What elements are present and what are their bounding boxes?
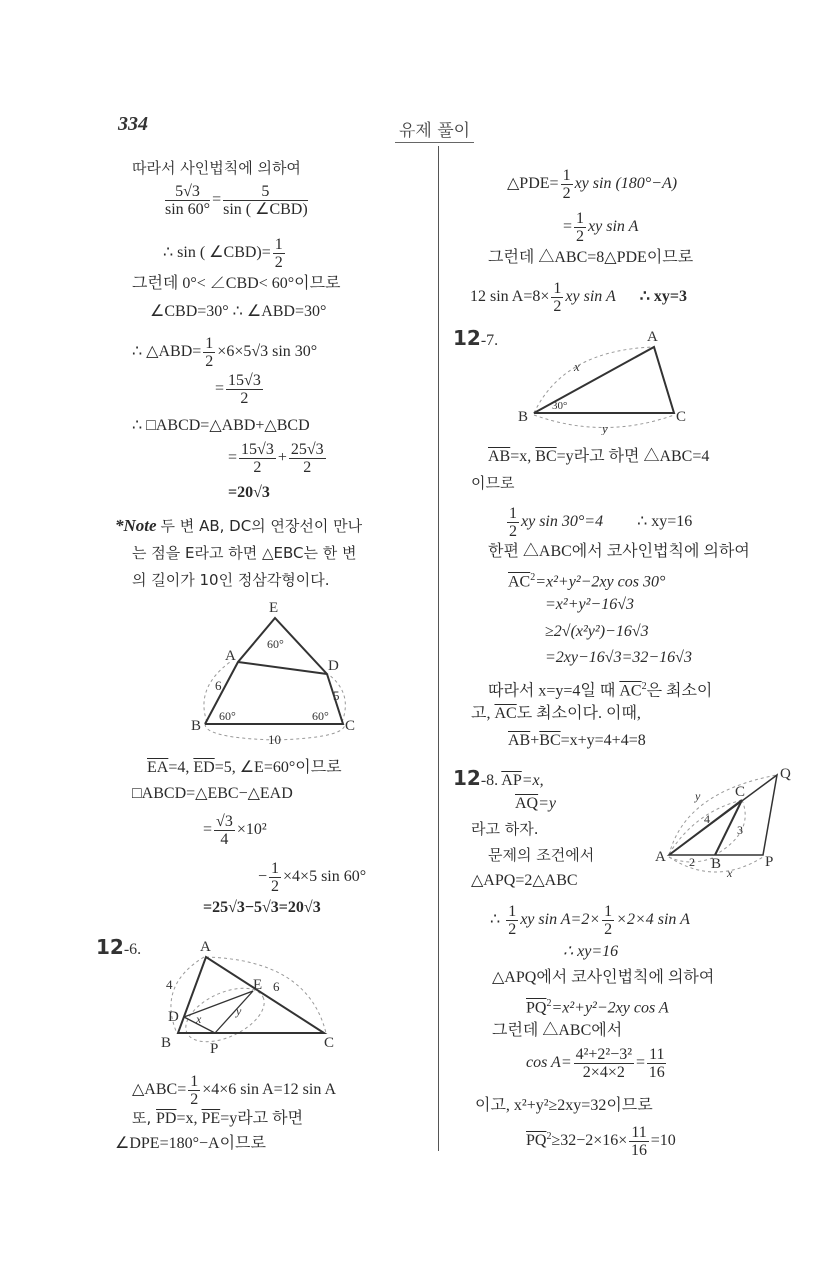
label-A: A xyxy=(655,849,666,865)
result-diff: =25√3−5√3=20√3 xyxy=(203,899,321,916)
eq-ebc-area xyxy=(203,813,267,848)
denominator: 2 xyxy=(576,228,585,245)
label-A: A xyxy=(200,939,211,955)
eq-pq-squared xyxy=(526,994,669,1018)
length-AC: 6 xyxy=(273,979,280,994)
exponent: 2 xyxy=(530,572,536,583)
length-BC: 10 xyxy=(268,732,281,747)
numerator: 4²+2²−3² xyxy=(575,1046,633,1063)
numerator: 1 xyxy=(553,280,562,297)
length-BC: 3 xyxy=(737,823,743,837)
numerator: 1 xyxy=(562,167,571,184)
segment-BC: $\overline{BC}$ xyxy=(535,448,557,465)
eq-text: 따라서 x=y=4일 때 xyxy=(488,682,620,700)
eq-text: = xyxy=(228,449,238,467)
result: ∴ xy=16 xyxy=(637,513,693,531)
eq-text: ∴ xyxy=(490,911,505,929)
eq-sine-law xyxy=(163,183,310,218)
eq-text: ×4×6 sin A=12 sin A xyxy=(202,1081,336,1099)
denominator: 2 xyxy=(205,353,214,370)
eq-text: xy sin A xyxy=(588,218,639,236)
eq-text: =y라고 하면 △ABC=4 xyxy=(556,448,710,465)
eq-text: 은 최소이 xyxy=(646,682,713,700)
line-aq xyxy=(515,794,556,814)
segment-AC: $\overline{AC}$ xyxy=(619,682,642,700)
eq-xy-3 xyxy=(470,280,687,315)
figure-equilateral-triangle xyxy=(185,598,360,748)
eq-area-abd xyxy=(132,335,317,370)
problem-number: 12 xyxy=(96,935,124,959)
eq-text: =x, xyxy=(521,772,544,789)
numerator: 5√3 xyxy=(165,183,210,201)
result: ∴ xy=3 xyxy=(639,288,688,306)
segment-AC: $\overline{AC}$ xyxy=(508,573,531,591)
eq-text: xy sin 30°=4 xyxy=(521,513,604,531)
note-line-2: 는 점을 E라고 하면 △EBC는 한 변 xyxy=(132,544,357,562)
eq-text: − xyxy=(258,868,268,886)
eq-text: = xyxy=(215,380,225,398)
line-angle-range: 그런데 0°< ∠CBD< 60°이므로 xyxy=(132,275,341,292)
plus: + xyxy=(530,732,540,749)
numerator: 1 xyxy=(576,210,585,227)
label-B: B xyxy=(518,409,529,425)
denominator: 2 xyxy=(553,298,562,315)
denominator: 2 xyxy=(274,254,283,271)
segment-EA: $\overline{EA}$ xyxy=(147,759,169,776)
note-line-1 xyxy=(115,516,362,537)
exponent: 2 xyxy=(546,1130,552,1142)
numerator: 1 xyxy=(508,903,517,920)
eq-pde-area-2 xyxy=(563,210,638,245)
line-in-abc: 그런데 △ABC에서 xyxy=(492,1022,623,1039)
denominator: 2 xyxy=(604,921,613,938)
problem-subnumber: -7. xyxy=(480,332,499,349)
numerator: 1 xyxy=(274,236,283,253)
denominator: 2 xyxy=(509,523,517,540)
running-title: 유제 풀이 xyxy=(395,116,474,143)
problem-subnumber: -8. xyxy=(480,772,499,789)
length-AB: 2 xyxy=(689,855,695,869)
label-D: D xyxy=(168,1009,179,1025)
eq-text: ≥32−2×16× xyxy=(551,1132,628,1150)
numerator: 1 xyxy=(205,335,214,352)
eq-text: =x²+y²−2xy cos A xyxy=(551,999,669,1017)
segment-PD: $\overline{PD}$ xyxy=(156,1110,177,1127)
exponent: 2 xyxy=(546,998,552,1009)
eq-text: xy sin A=2× xyxy=(520,911,601,929)
segment-AB: $\overline{AB}$ xyxy=(488,448,511,465)
line-pd-pe xyxy=(132,1108,303,1129)
eq-ead-area xyxy=(258,860,366,895)
label-C: C xyxy=(735,784,746,800)
numerator: 11 xyxy=(631,1124,647,1141)
label-C: C xyxy=(324,1035,335,1051)
eq-text: xy sin A xyxy=(565,288,616,306)
line-angle-result: ∠CBD=30° ∴ ∠ABD=30° xyxy=(150,303,327,320)
numerator: 11 xyxy=(649,1046,665,1063)
label-Q: Q xyxy=(780,766,791,782)
label-A: A xyxy=(225,648,236,664)
label-E: E xyxy=(253,977,263,993)
note-text: 두 변 AB, DC의 연장선이 만나 xyxy=(160,517,363,535)
length-DC: 5 xyxy=(333,688,340,703)
length-PD: x xyxy=(196,1012,202,1026)
length-AB: 6 xyxy=(215,678,222,693)
problem-12-8-label xyxy=(453,768,544,791)
figure-12-8 xyxy=(655,762,795,882)
eq-text: = xyxy=(203,821,213,839)
eq-abc-area xyxy=(132,1073,336,1108)
figure-12-7 xyxy=(514,325,694,435)
line-inequality: 이고, x²+y²≥2xy=32이므로 xyxy=(475,1097,653,1114)
eq-text: ∴ sin ( ∠CBD)= xyxy=(163,244,271,262)
exponent: 2 xyxy=(641,681,647,692)
plus: + xyxy=(277,449,287,467)
eq-text: ×10² xyxy=(236,821,267,839)
eq-text: =10 xyxy=(650,1132,676,1150)
line-cosine-law-apq: △APQ에서 코사인법칙에 의하여 xyxy=(492,969,715,986)
eq-text: ∴ △ABD= xyxy=(132,343,202,361)
line-ac-minimum xyxy=(471,704,641,724)
eq-text: =y라고 하면 xyxy=(220,1110,304,1127)
problem-12-6-label xyxy=(96,937,141,960)
label-B: B xyxy=(191,718,202,734)
segment-AQ: $\overline{AQ}$ xyxy=(515,795,539,812)
eq-text: =x²+y²−2xy cos 30° xyxy=(535,573,666,591)
eq-text: xy sin (180°−A) xyxy=(574,175,678,193)
left-intro: 따라서 사인법칙에 의하여 xyxy=(132,159,301,177)
eq-pde-area xyxy=(507,167,677,202)
numerator: 1 xyxy=(271,860,280,877)
eq-text: cos A= xyxy=(526,1054,572,1072)
segment-PQ: $\overline{PQ}$ xyxy=(526,1132,547,1150)
column-divider xyxy=(438,146,439,1151)
numerator: 1 xyxy=(604,903,613,920)
line-minimum xyxy=(488,677,712,701)
line-condition: 문제의 조건에서 xyxy=(488,846,595,864)
numerator: 15√3 xyxy=(228,372,261,389)
line-therefore: 이므로 xyxy=(471,474,515,492)
numerator: √3 xyxy=(216,813,233,830)
label-A: A xyxy=(647,329,658,345)
problem-subnumber: -6. xyxy=(123,941,142,958)
eq-text: =x, xyxy=(510,448,536,465)
length-AB: 4 xyxy=(166,977,173,992)
eq-sin-cbd xyxy=(163,236,287,271)
note-line-3: 의 길이가 10인 정삼각형이다. xyxy=(132,571,330,589)
line-area-diff: □ABCD=△EBC−△EAD xyxy=(132,785,293,802)
problem-12-7-label xyxy=(453,328,498,351)
line-apq-2abc: △APQ=2△ABC xyxy=(471,872,578,889)
denominator: 16 xyxy=(631,1142,648,1159)
eq-text: 고, xyxy=(471,705,495,722)
eq-text: =5, ∠E=60°이므로 xyxy=(214,759,342,776)
denominator: 2 xyxy=(271,878,280,895)
eq-step-1: =x²+y²−16√3 xyxy=(545,596,634,613)
denominator: 4 xyxy=(220,831,229,848)
segment-PE: $\overline{PE}$ xyxy=(201,1110,221,1127)
length-AP: x xyxy=(727,866,733,880)
eq-text: 도 최소이다. 이때, xyxy=(516,705,641,722)
eq-text: 12 sin A=8× xyxy=(470,288,550,306)
numerator: 25√3 xyxy=(290,441,324,458)
length-AC: 4 xyxy=(704,812,710,826)
denominator: 16 xyxy=(648,1064,665,1081)
numerator: 15√3 xyxy=(241,441,274,458)
line-ea-ed xyxy=(147,758,342,778)
label-D: D xyxy=(328,658,339,674)
eq-text: ×4×5 sin 60° xyxy=(283,868,367,886)
line-abc-8pde: 그런데 △ABC=8△PDE이므로 xyxy=(488,249,694,266)
result-20root3: =20√3 xyxy=(228,484,270,501)
angle-B: 30° xyxy=(552,400,568,412)
angle-C: 60° xyxy=(312,709,329,723)
length-PE: y xyxy=(236,1004,242,1018)
eq-text: ×6×5√3 sin 30° xyxy=(217,343,318,361)
label-E: E xyxy=(269,600,279,616)
label-P: P xyxy=(210,1041,219,1057)
segment-PQ: $\overline{PQ}$ xyxy=(526,999,547,1017)
eq-step-3: =2xy−16√3=32−16√3 xyxy=(545,649,692,666)
problem-number: 12 xyxy=(453,326,481,350)
eq-text: =x+y=4+4=8 xyxy=(560,732,646,749)
label-C: C xyxy=(345,718,356,734)
segment-AC: $\overline{AC}$ xyxy=(494,705,517,722)
eq-ab-plus-bc xyxy=(508,731,646,751)
eq-area-sum-value xyxy=(228,441,328,476)
eq-cos-a xyxy=(526,1046,668,1081)
angle-B: 60° xyxy=(219,709,236,723)
line-ab-bc xyxy=(488,447,709,467)
segment-AB: $\overline{AB}$ xyxy=(508,732,531,749)
label-B: B xyxy=(711,856,722,872)
eq-pq-minimum xyxy=(526,1124,676,1159)
page-number: 334 xyxy=(118,113,148,135)
figure-12-6 xyxy=(158,935,338,1060)
note-label: *Note xyxy=(115,516,157,535)
equals: = xyxy=(212,191,222,209)
eq-text: =y xyxy=(538,795,557,812)
segment-BC: $\overline{BC}$ xyxy=(539,732,561,749)
denominator: 2 xyxy=(253,459,262,476)
denominator: sin ( ∠CBD) xyxy=(223,201,308,218)
segment-ED: $\overline{ED}$ xyxy=(193,759,215,776)
eq-text: △PDE= xyxy=(507,175,559,193)
denominator: 2 xyxy=(562,185,571,202)
eq-xy-16-b: ∴ xy=16 xyxy=(563,943,619,960)
numerator: 5 xyxy=(223,183,308,201)
line-area-sum: ∴ □ABCD=△ABD+△BCD xyxy=(132,417,310,434)
label-B: B xyxy=(161,1035,172,1051)
length-AB: x xyxy=(574,359,580,374)
angle-E: 60° xyxy=(267,637,284,651)
eq-text: ×2×4 sin A xyxy=(616,911,690,929)
numerator: 1 xyxy=(509,505,517,522)
label-C: C xyxy=(676,409,687,425)
label-P: P xyxy=(765,854,774,870)
denominator: 2 xyxy=(240,390,249,407)
eq-xy-16 xyxy=(505,505,692,540)
numerator: 1 xyxy=(190,1073,199,1090)
eq-text: = xyxy=(563,218,573,236)
eq-text: △ABC= xyxy=(132,1081,187,1099)
line-angle-dpe: ∠DPE=180°−A이므로 xyxy=(115,1135,266,1152)
eq-text: 또, xyxy=(132,1109,157,1127)
denominator: sin 60° xyxy=(165,201,211,218)
eq-step-2: ≥2√(x²y²)−16√3 xyxy=(545,623,649,640)
denominator: 2 xyxy=(303,459,312,476)
line-cosine-law: 한편 △ABC에서 코사인법칙에 의하여 xyxy=(488,543,750,560)
equals: = xyxy=(636,1054,646,1072)
length-BC: y xyxy=(602,421,608,435)
denominator: 2 xyxy=(190,1091,199,1108)
eq-area-abd-value xyxy=(215,372,265,407)
eq-text: =4, xyxy=(168,759,194,776)
line-let: 라고 하자. xyxy=(471,820,539,838)
eq-apq-area xyxy=(490,903,690,938)
eq-text: =x, xyxy=(176,1110,202,1127)
denominator: 2 xyxy=(508,921,517,938)
denominator: 2×4×2 xyxy=(582,1064,625,1081)
segment-AP: $\overline{AP}$ xyxy=(501,772,522,789)
problem-number: 12 xyxy=(453,766,481,790)
eq-ac-squared xyxy=(508,568,665,592)
length-AQ: y xyxy=(695,789,701,803)
